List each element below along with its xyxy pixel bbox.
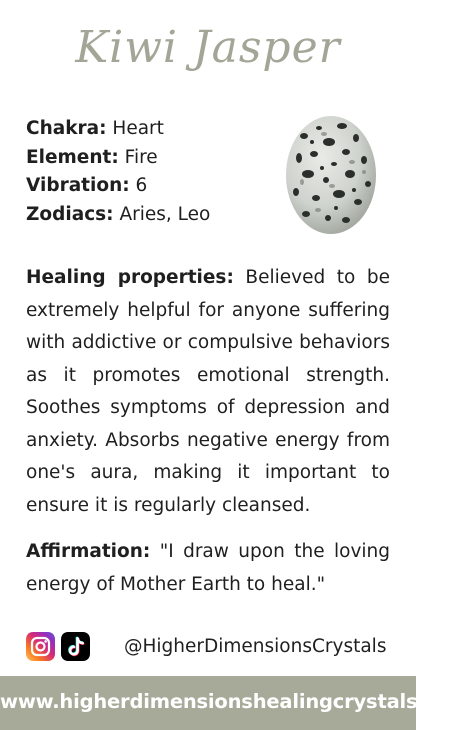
footer-bar bbox=[0, 676, 469, 730]
healing-text: Believed to be extremely helpful for anyone suffering with addictive or compulsive behaviors as it promotes emotional strength. Soothes symptoms of depression and anxiety. Absorbs negative energy from one's aura, making it important to ensure it is regularly cleansed. bbox=[26, 267, 390, 516]
social-handle[interactable]: @HigherDimensionsCrystals bbox=[124, 636, 387, 657]
fact-value: 6 bbox=[129, 175, 148, 196]
fact-label: Zodiacs: bbox=[26, 203, 114, 225]
healing-properties bbox=[26, 262, 390, 522]
affirmation-label: Affirmation: bbox=[26, 541, 151, 562]
kiwi-jasper-stone-image bbox=[284, 114, 378, 236]
fact-label: Vibration: bbox=[26, 175, 130, 196]
fact-element bbox=[26, 144, 276, 173]
healing-label: Healing properties: bbox=[26, 267, 234, 288]
social-row bbox=[26, 632, 390, 664]
fact-value: Aries, Leo bbox=[113, 203, 211, 225]
fact-value: Fire bbox=[118, 146, 158, 168]
tiktok-icon[interactable] bbox=[61, 632, 90, 661]
affirmation bbox=[26, 536, 390, 601]
crystal-facts bbox=[26, 115, 276, 229]
fact-chakra bbox=[26, 115, 276, 144]
fact-value: Heart bbox=[106, 118, 164, 139]
instagram-icon[interactable] bbox=[26, 632, 55, 661]
fact-zodiacs bbox=[26, 201, 276, 230]
affirmation-text: "I draw upon the loving energy of Mother Earth to heal." bbox=[26, 541, 390, 595]
fact-label: Element: bbox=[26, 146, 119, 168]
card-title: Kiwi Jasper bbox=[75, 22, 341, 73]
website-link[interactable]: www.higherdimensionshealingcrystals.com bbox=[0, 690, 469, 713]
fact-vibration bbox=[26, 172, 276, 201]
fact-label: Chakra: bbox=[26, 118, 107, 139]
